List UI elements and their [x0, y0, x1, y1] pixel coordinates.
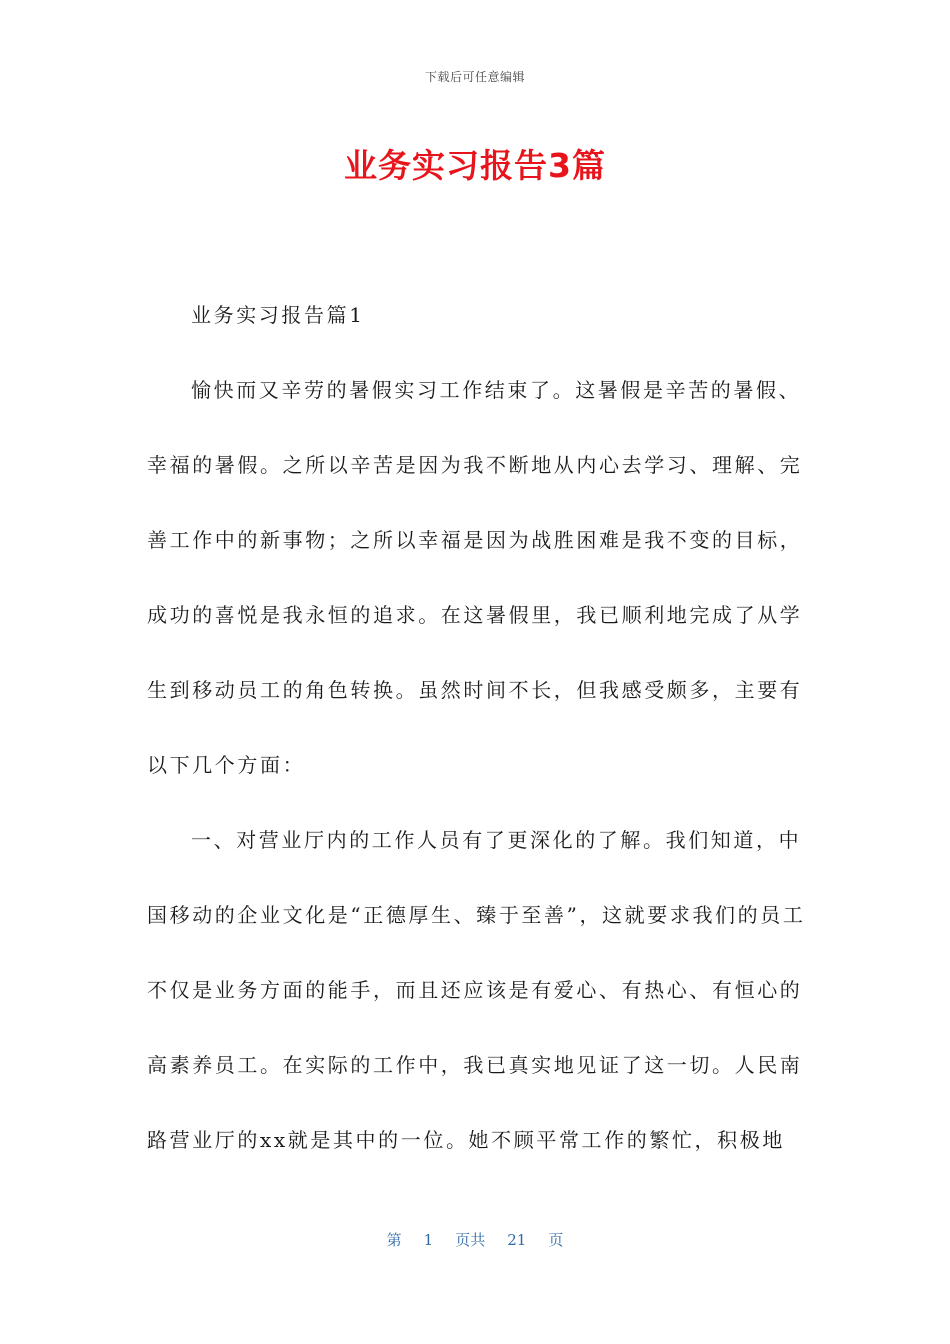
section-heading: 业务实习报告篇1 [191, 303, 365, 327]
footer-page-mid: 页共 [455, 1231, 486, 1249]
paragraph: 一、对营业厅内的工作人员有了更深化的了解。我们知道，中国移动的企业文化是“正德厚生、臻于至善”，这就要求我们的员工不仅是业务方面的能手，而且还应该是有爱心、有热心、有恒心的高素养员工。在实际的工作中，我已真实地见证了这一切。人民南路营业厅的xx就是其中的一位。她不顾平常工作的繁忙，积极地 [147, 828, 806, 1152]
page-footer [0, 1229, 950, 1250]
document-body [147, 278, 807, 1178]
header-note: 下载后可任意编辑 [424, 70, 525, 84]
footer-page-total: 21 [507, 1231, 527, 1249]
footer-page-prefix: 第 [386, 1231, 402, 1249]
paragraph: 愉快而又辛劳的暑假实习工作结束了。这暑假是辛苦的暑假、幸福的暑假。之所以辛苦是因为我不断地从内心去学习、理解、完善工作中的新事物；之所以幸福是因为战胜困难是我不变的目标，成功的喜悦是我永恒的追求。在这暑假里，我已顺利地完成了从学生到移动员工的角色转换。虽然时间不长，但我感受颇多，主要有以下几个方面： [147, 378, 803, 777]
document-title: 业务实习报告3篇 [344, 146, 606, 185]
footer-page-suffix: 页 [548, 1231, 564, 1249]
footer-page-number: 1 [423, 1231, 434, 1249]
